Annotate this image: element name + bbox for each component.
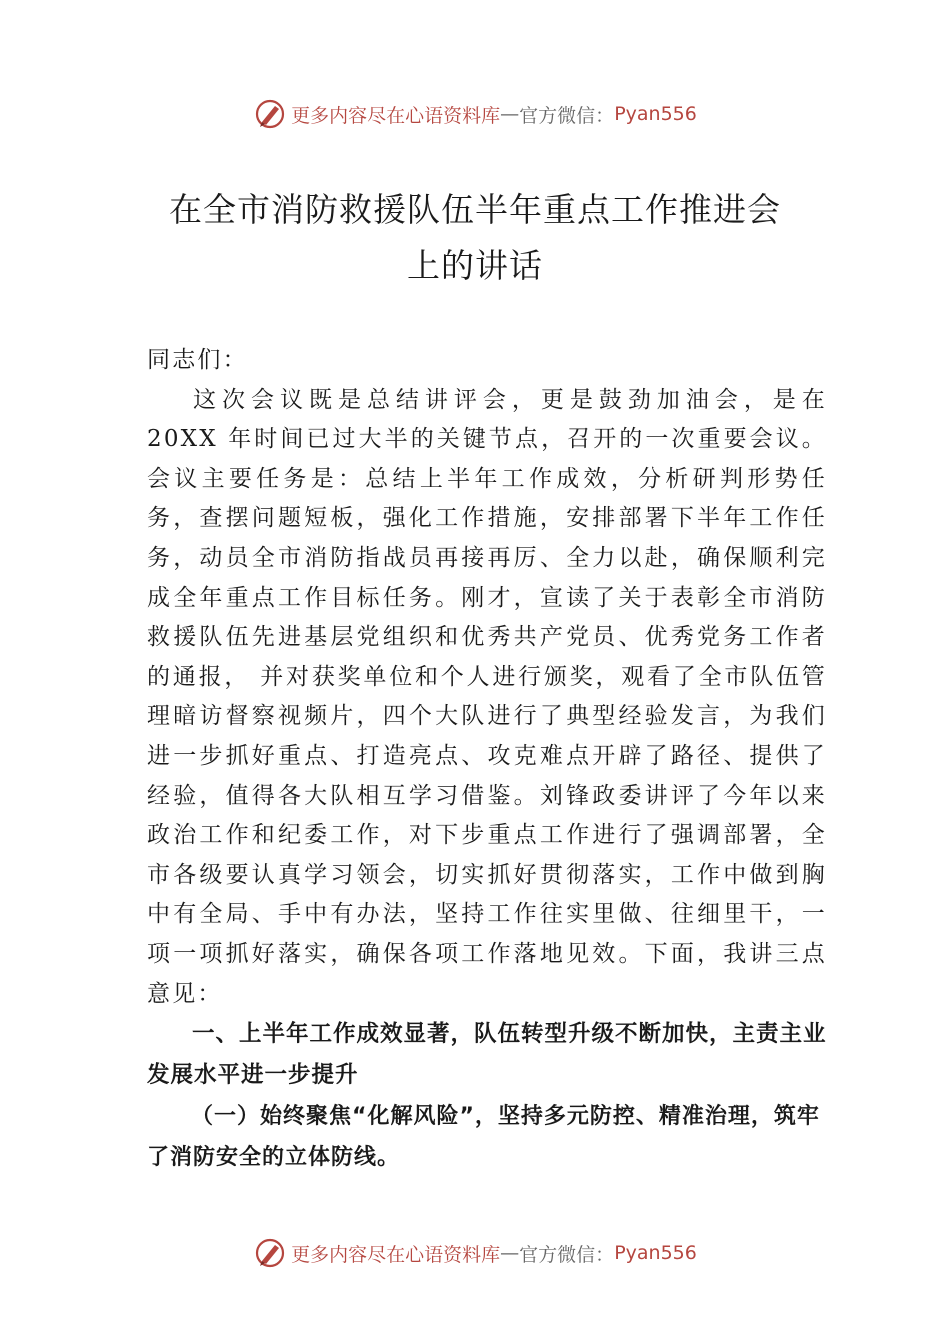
watermark-id: Pyan556: [614, 103, 697, 125]
pen-logo-icon: [253, 97, 287, 131]
watermark-label: 官方微信：: [519, 104, 615, 127]
watermark-dash: —: [500, 103, 520, 125]
watermark-id: Pyan556: [614, 1242, 697, 1264]
title-line-1: 在全市消防救援队伍半年重点工作推进会: [169, 190, 781, 229]
subsection-heading-1: （一）始终聚焦“化解风险”，坚持多元防控、精准治理，筑牢了消防安全的立体防线。: [147, 1104, 820, 1171]
paragraph-1: 这次会议既是总结讲评会，更是鼓劲加油会，是在 20XX 年时间已过大半的关键节点，召开的一次重要会议。会议主要任务是：总结上半年工作成效，分析研判形势任务，查摆问题短板，强化工作措施，安排部署下半年工作任务，动员全市消防指战员再接再厉、全力以赴，确保顺利完成全年重点工作目标任务。刚才，宣读了关于表彰全市消防救援队伍先进基层党组织和优秀共产党员、优秀党务工作者的通报， 并对获奖单位和个人进行颁奖，观看了全市队伍管理暗访督察视频片，四个大队进行了典型经验发言，为我们进一步抓好重点、打造亮点、攻克难点开辟了路径、提供了经验，值得各大队相互学习借鉴。刘锋政委讲评了今年以来政治工作和纪委工作，对下步重点工作进行了强调部署，全市各级要认真学习领会，切实抓好贯彻落实，工作中做到胸中有全局、手中有办法，坚持工作往实里做、往细里干，一项一项抓好落实，确保各项工作落地见效。下面，我讲三点意见：: [147, 386, 827, 1007]
watermark-dash: —: [500, 1242, 520, 1264]
watermark-label: 官方微信：: [519, 1243, 615, 1266]
title-line-2: 上的讲话: [407, 246, 543, 285]
document-title: [100, 182, 850, 294]
section-heading-1: 一、上半年工作成效显著，队伍转型升级不断加快，主责主业发展水平进一步提升: [147, 1021, 827, 1089]
watermark-text: 更多内容尽在心语资料库: [291, 1243, 501, 1266]
salutation: 同志们：: [147, 347, 248, 373]
header-watermark: [0, 94, 950, 134]
footer-watermark: [0, 1233, 950, 1273]
pen-logo-icon: [253, 1236, 287, 1270]
watermark-text: 更多内容尽在心语资料库: [291, 104, 501, 127]
document-body: [147, 341, 827, 1178]
